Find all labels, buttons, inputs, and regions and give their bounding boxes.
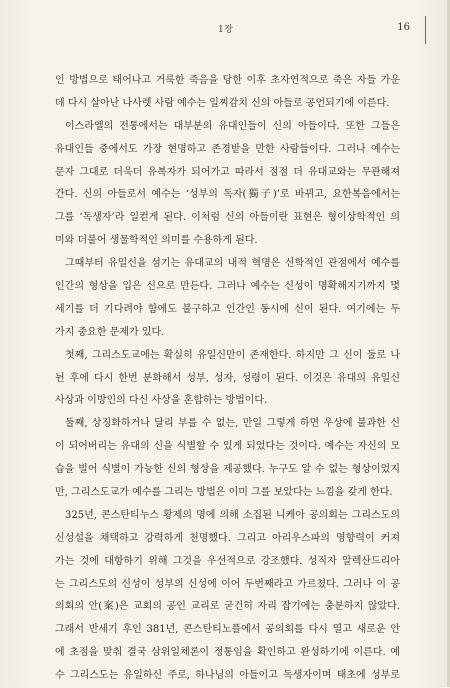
page-number: 16	[397, 22, 410, 33]
running-head: 1장	[218, 25, 234, 35]
text-line: 문자 그대로 더욱더 유복자가 되어가고 따라서 점점 더 유대교와는 무관해져	[55, 166, 400, 178]
text-line: 이 되어버리는 유대의 신을 식별할 수 있게 되었다는 것이다. 예수는 자신의 모	[55, 441, 400, 453]
text-line: 가지 중요한 문제가 있다.	[55, 326, 165, 338]
text-line: 그래서 반세기 후인 381년, 콘스탄티노플에서 공의회를 다시 열고 새로운 안	[55, 624, 400, 636]
header-rule	[425, 16, 426, 44]
text-line: 인간의 형상을 입은 신으로 만든다. 그러나 예수는 신성이 명확해지기까지 몇	[55, 281, 400, 293]
text-line: 가는 것에 대항하기 위해 그것을 우선적으로 강조했다. 성직자 알렉산드리아	[55, 555, 400, 567]
text-line: 신성설을 채택하고 강력하게 천명했다. 그리고 아리우스파의 영향력이 커져	[55, 532, 400, 544]
text-line: 둘째, 상징화하거나 달리 부를 수 없는, 만일 그렇게 하면 우상에 불과한 신	[65, 418, 400, 430]
text-line: 는 그리스도의 신성이 성부의 신성에 이어 두번째라고 가르쳤다. 그러나 이 공	[55, 578, 400, 590]
text-line: 만, 그리스도교가 예수를 그리는 방법은 이미 그를 보았다는 느낌을 갖게 한다.	[55, 487, 393, 499]
text-line: 인 방법으로 태어나고 거룩한 죽음을 당한 이후 초자연적으로 죽은 자들 가운	[55, 75, 400, 86]
text-line: 미와 더불어 생물학적인 의미를 수용하게 된다.	[55, 235, 258, 247]
text-line: 에 초점을 맞춰 결국 삼위일체론이 정통임을 확인하고 완성하기에 이른다. 예	[55, 647, 400, 659]
text-line: 사상과 이방인의 다신 사상을 혼합하는 방법이다.	[55, 395, 268, 407]
text-line: 의회의 안(案)은 교회의 공인 교리로 굳건히 자리 잡기에는 충분하지 않았다.	[55, 601, 400, 613]
text-line: 뉜 후에 다시 한번 분화해서 성부, 성자, 성령이 된다. 이것은 유대의 유일신	[55, 372, 400, 384]
text-line: 첫째, 그리스도교에는 확실히 유일신만이 존재한다. 하지만 그 신이 둘로 나	[65, 349, 400, 361]
text-line: 세기를 더 기다려야 함에도 불구하고 인간인 동시에 신이 된다. 여기에는 두	[55, 303, 400, 315]
text-line: 그때부터 유일신을 섬기는 유대교의 내적 혁명은 신학적인 관점에서 예수를	[65, 258, 400, 270]
body-text	[55, 70, 400, 688]
text-line: 간다. 신의 아들로서 예수는 ‘성부의 독자(獨子)’로 바뀌고, 요한복음에서는	[55, 189, 400, 201]
text-line: 데 다시 살아난 나사렛 사람 예수는 일찌감치 신의 아들로 공언되기에 이른다.	[55, 97, 390, 109]
text-line: 이스라엘의 전통에서는 대부분의 유대인들이 신의 아들이다. 또한 그들은	[65, 120, 400, 132]
text-line: 325년, 콘스탄티누스 황제의 명에 의해 소집된 니케아 공의회는 그리스도의	[65, 509, 400, 521]
text-line: 그를 ‘독생자’라 일컫게 된다. 이처럼 신의 아들이란 표현은 형이상학적인 의	[55, 212, 400, 224]
text-line: 수 그리스도는 유일하신 주로, 하나님의 아들이고 독생자이며 태초에 성부로	[55, 670, 400, 682]
text-line: 유대인들 중에서도 가장 현명하고 존경받을 만한 사람들이다. 그러나 예수는	[55, 143, 400, 155]
text-line: 습을 빌어 식별이 가능한 신의 형상을 제공했다. 누구도 알 수 없는 형상이었지	[55, 464, 400, 476]
